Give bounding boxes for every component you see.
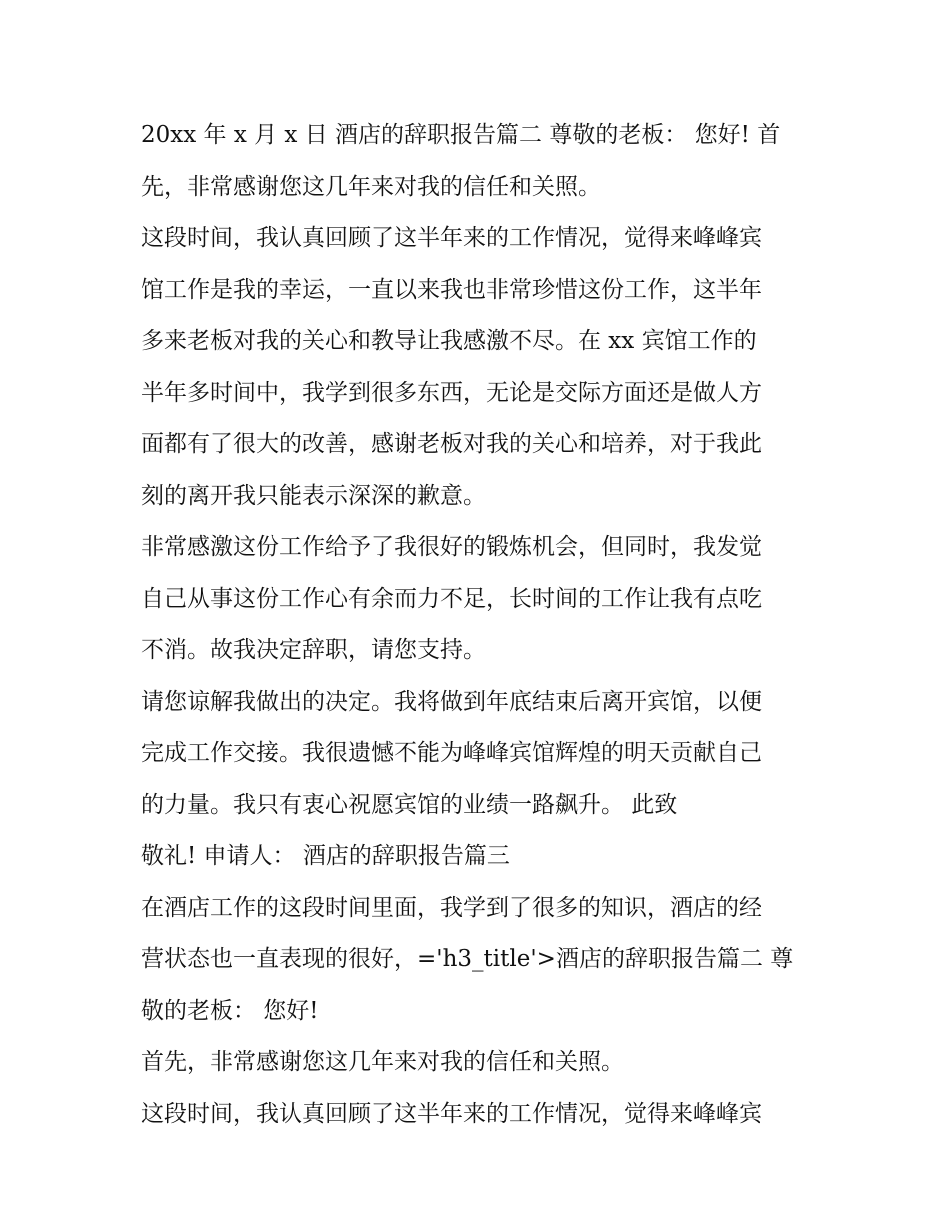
text-line: 非常感激这份工作给予了我很好的锻炼机会，但同时，我发觉 (141, 534, 762, 560)
text-line: 半年多时间中，我学到很多东西，无论是交际方面还是做人方 (141, 379, 762, 406)
text-line: 不消。故我决定辞职，请您支持。 (141, 637, 486, 663)
text-line: 这段时间，我认真回顾了这半年来的工作情况，觉得来峰峰宾 (141, 1100, 762, 1127)
text-line: 在酒店工作的这段时间里面，我学到了很多的知识，酒店的经 (141, 894, 762, 921)
text-line: 自己从事这份工作心有余而力不足，长时间的工作让我有点吃 (141, 585, 762, 612)
text-line: 馆工作是我的幸运，一直以来我也非常珍惜这份工作，这半年 (141, 276, 762, 303)
text-line: 多来老板对我的关心和教导让我感激不尽。在 xx 宾馆工作的 (141, 328, 757, 354)
text-line: 敬礼! 申请人： 酒店的辞职报告篇三 (141, 843, 510, 869)
text-line: 面都有了很大的改善，感谢老板对我的关心和培养，对于我此 (141, 431, 762, 457)
text-line: 先，非常感谢您这几年来对我的信任和关照。 (141, 173, 601, 200)
text-line: 营状态也一直表现的很好，='h3_title'>酒店的辞职报告篇二 尊 (141, 946, 794, 972)
text-line: 20xx 年 x 月 x 日 酒店的辞职报告篇二 尊敬的老板： 您好! 首 (141, 122, 781, 148)
text-line: 刻的离开我只能表示深深的歉意。 (141, 482, 486, 509)
text-line: 的力量。我只有衷心祝愿宾馆的业绩一路飙升。 此致 (141, 791, 678, 818)
text-line: 首先，非常感谢您这几年来对我的信任和关照。 (141, 1049, 624, 1075)
text-line: 请您谅解我做出的决定。我将做到年底结束后离开宾馆，以便 (141, 688, 762, 715)
document-body (141, 110, 813, 1140)
text-line: 这段时间，我认真回顾了这半年来的工作情况，觉得来峰峰宾 (141, 225, 762, 251)
text-line: 敬的老板： 您好! (141, 997, 319, 1024)
text-line: 完成工作交接。我很遗憾不能为峰峰宾馆辉煌的明天贡献自己 (141, 740, 762, 766)
